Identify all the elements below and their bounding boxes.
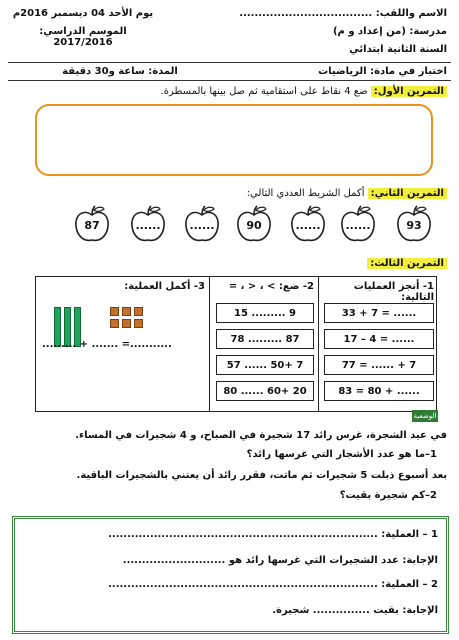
- unit-cube: [134, 307, 143, 316]
- answer-box: [12, 516, 449, 634]
- problem-question-1: 1–ما هو عدد الأشجار التي غرسها رائد؟: [246, 449, 437, 460]
- problem-text-1: في عيد الشجرة، غرس رائد 17 شجيرة في الصباح، و 4 شجيرات في المساء.: [75, 430, 447, 441]
- answer-result-1[interactable]: الإجابة: عدد الشجيرات التي غرسها رائد هو ...........................: [122, 555, 438, 566]
- problem-label: الوضعية: [413, 412, 437, 420]
- test-duration: المدة: ساعة و30 دقيقة: [62, 66, 178, 77]
- apple-value: ......: [189, 219, 215, 232]
- ex2-title: التمرين الثاني:: [368, 188, 447, 199]
- problem-text-2: بعد أسبوع ذبلت 5 شجيرات ثم ماتت، فقرر رائد أن يعتني بالشجيرات الباقية.: [76, 470, 447, 481]
- ex2-heading: [7, 188, 447, 199]
- column-divider: [209, 277, 210, 411]
- apple-value: ......: [295, 219, 321, 232]
- school-year: الموسم الدراسي: 2017/2016: [39, 26, 127, 48]
- header-divider: [8, 62, 451, 63]
- apple-value: 90: [246, 219, 262, 232]
- apple-number[interactable]: [288, 204, 328, 244]
- ex1-instruction: ضع 4 نقاط على استقامية ثم صل بينها بالمسطرة.: [160, 86, 368, 97]
- unit-cube: [122, 319, 131, 328]
- test-title: اختبار في مادة: الرياضيات: [318, 66, 447, 77]
- comparison-cell[interactable]: 80 ...... 60+ 20: [216, 381, 314, 401]
- apple-number: [234, 204, 274, 244]
- col2-comparisons: [212, 299, 318, 409]
- apple-value: 87: [84, 219, 100, 232]
- ex3-frame: [35, 276, 437, 412]
- exam-date: يوم الأحد 04 ديسمبر 2016م: [12, 8, 154, 19]
- ex3-title: التمرين الثالث:: [367, 258, 447, 269]
- ex1-heading: [7, 86, 447, 97]
- apple-value: ......: [135, 219, 161, 232]
- apple-number[interactable]: [338, 204, 378, 244]
- header-divider-2: [8, 80, 451, 81]
- col2-title: 2- ضع: > ، < ، =: [228, 281, 314, 292]
- apple-number: [72, 204, 112, 244]
- answer-operation-1[interactable]: 1 – العملية: .......................................................................: [108, 529, 438, 540]
- apple-number: [394, 204, 434, 244]
- unit-cube: [134, 319, 143, 328]
- apple-value: ......: [345, 219, 371, 232]
- operation-cell[interactable]: 77 = ...... + 7: [324, 355, 434, 375]
- ex1-title: التمرين الأول:: [371, 86, 447, 97]
- operation-cell[interactable]: 17 – 4 = ......: [324, 329, 434, 349]
- unit-cube: [122, 307, 131, 316]
- grade-label: السنة الثانية ابتدائي: [349, 44, 447, 55]
- col1-title: 1- أنجز العمليات التالية:: [353, 281, 434, 303]
- answer-result-2[interactable]: الإجابة: بقيت ............... شجيرة.: [272, 605, 438, 616]
- apple-number[interactable]: [182, 204, 222, 244]
- operation-cell[interactable]: 83 = 80 + ......: [324, 381, 434, 401]
- comparison-cell[interactable]: 57 ...... 50+ 7: [216, 355, 314, 375]
- ex2-instruction: أكمل الشريط العددي التالي:: [246, 188, 365, 199]
- problem-question-2: 2–كم شجيرة بقيت؟: [339, 490, 437, 501]
- apple-value: 93: [406, 219, 422, 232]
- col3-equation[interactable]: ......... + ....... =...........: [42, 339, 172, 350]
- ex3-heading: [7, 258, 447, 269]
- apple-number[interactable]: [128, 204, 168, 244]
- comparison-cell[interactable]: 15 ......... 9: [216, 303, 314, 323]
- school-name: مدرسة: (من إعداد و م): [332, 26, 447, 37]
- col1-operations: [320, 299, 438, 409]
- column-divider: [318, 277, 319, 411]
- comparison-cell[interactable]: 78 ......... 87: [216, 329, 314, 349]
- ex1-drawing-area[interactable]: [35, 104, 433, 176]
- name-field: الاسم واللقب: ...................................: [239, 8, 447, 19]
- unit-cube: [110, 307, 119, 316]
- operation-cell[interactable]: 33 + 7 = ......: [324, 303, 434, 323]
- unit-cube: [110, 319, 119, 328]
- col3-title: 3- أكمل العملية:: [124, 281, 205, 292]
- answer-operation-2[interactable]: 2 – العملية: .......................................................................: [108, 579, 438, 590]
